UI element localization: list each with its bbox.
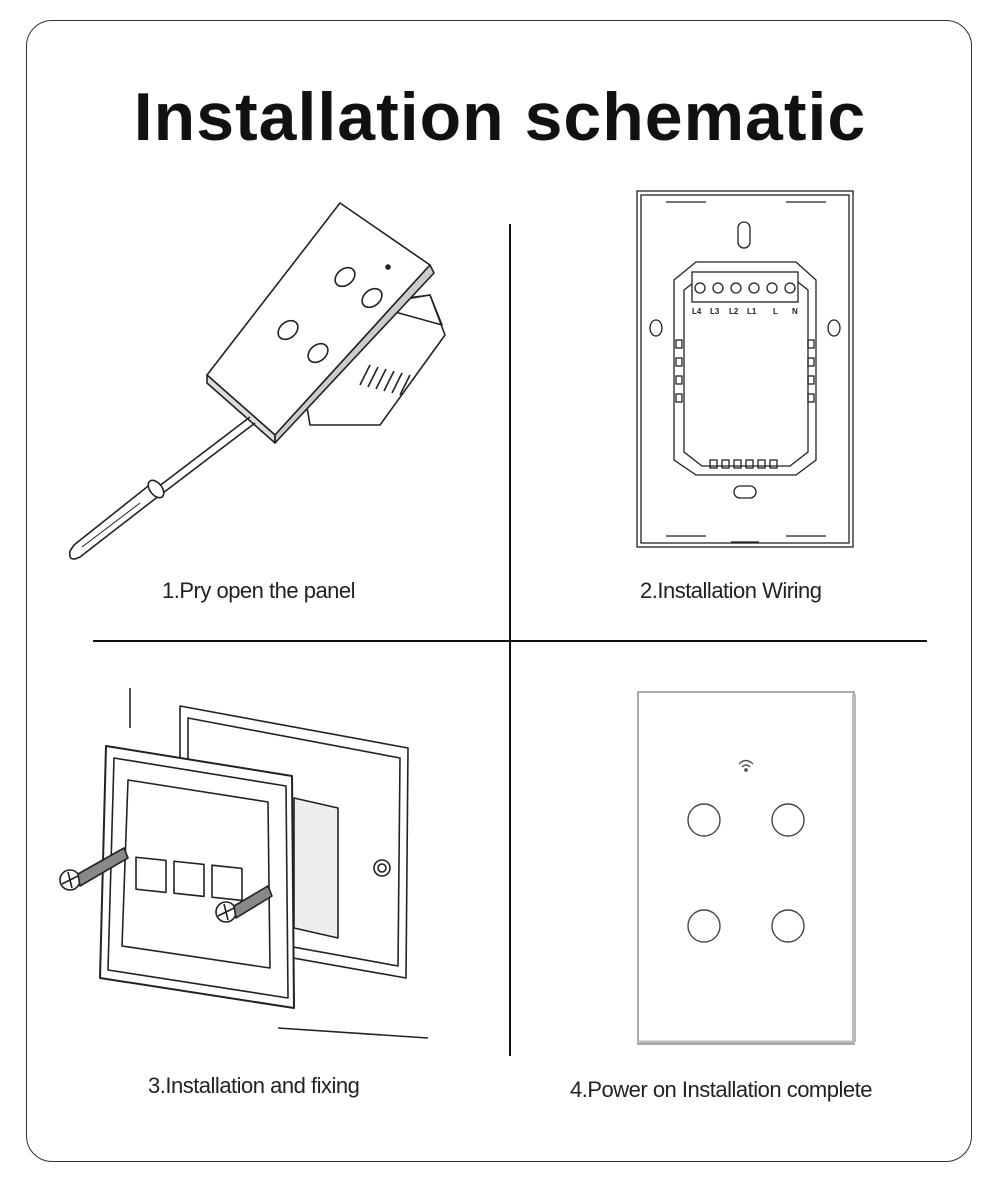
terminal-label-l2: L2: [729, 307, 739, 316]
step2-caption: 2.Installation Wiring: [640, 578, 822, 603]
pry-panel-illustration: [60, 195, 500, 575]
complete-switch-illustration: [636, 690, 858, 1050]
terminal-label-l: L: [773, 307, 778, 316]
wiring-illustration: [636, 190, 854, 550]
terminal-label-l4: L4: [692, 307, 702, 316]
terminal-label-l3: L3: [710, 307, 720, 316]
step1-caption: 1.Pry open the panel: [162, 578, 356, 603]
terminal-label-l1: L1: [747, 307, 757, 316]
step3-caption: 3.Installation and fixing: [148, 1073, 360, 1098]
step4-caption: 4.Power on Installation complete: [570, 1077, 872, 1102]
fixing-illustration: [48, 688, 448, 1048]
horizontal-divider: [93, 640, 927, 642]
page-title: Installation schematic: [133, 79, 867, 155]
terminal-label-n: N: [792, 307, 798, 316]
